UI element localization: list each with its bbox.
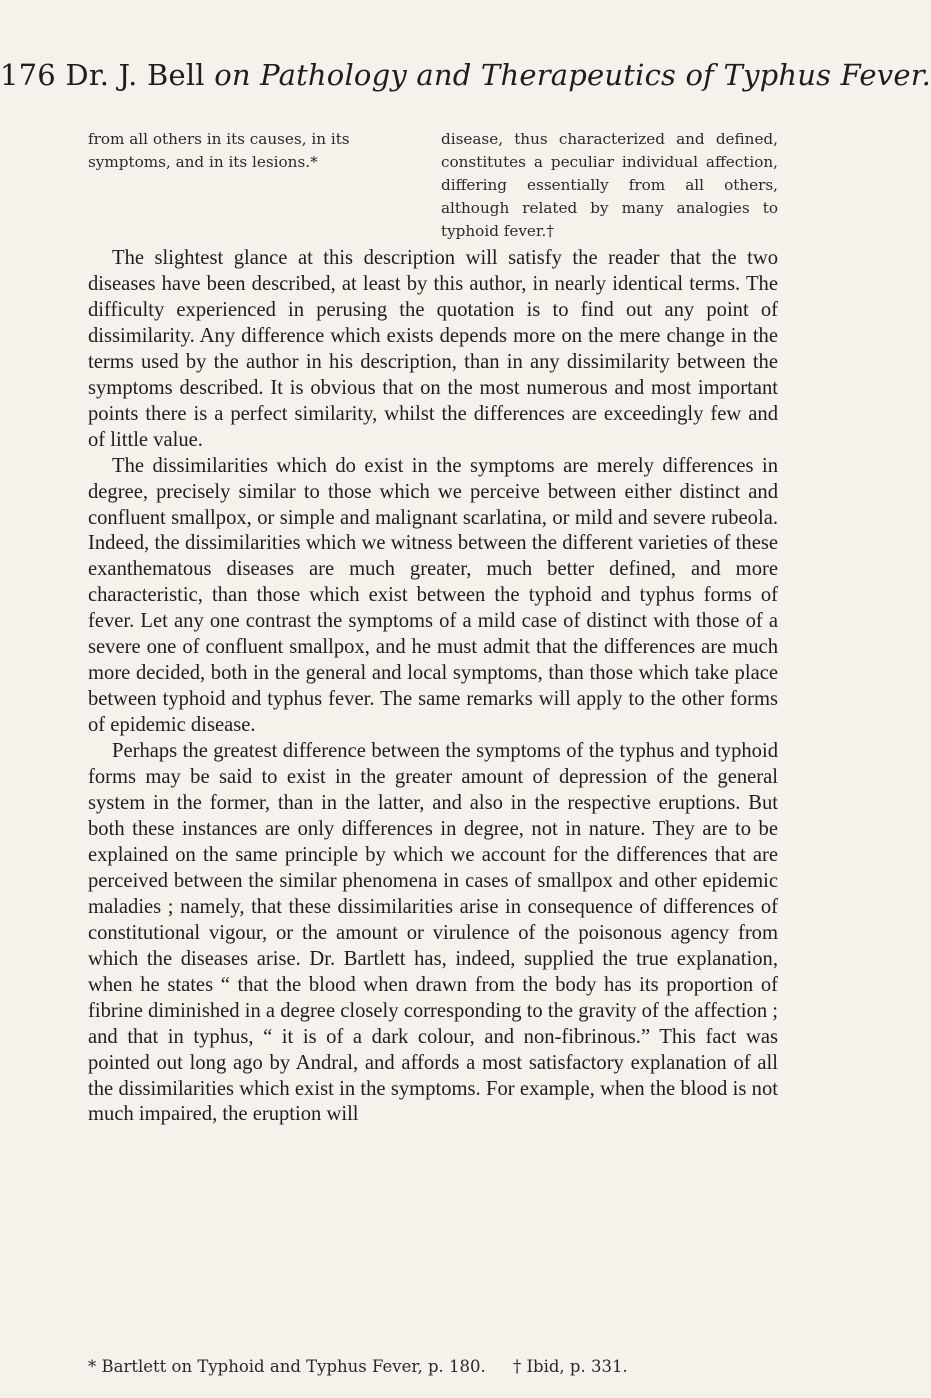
- footnote: * Bartlett on Typhoid and Typhus Fever, p. 180.: [88, 1357, 486, 1376]
- header-title: Pathology and Therapeutics of Typhus Fever.: [260, 58, 931, 92]
- quotation-right-column: disease, thus characterized and defined, constitutes a peculiar individual affection, differing essentially from all others, although related by many analogies to typhoid fever.†: [441, 130, 778, 240]
- header-connector: on: [214, 58, 251, 92]
- page-number: 176: [0, 58, 56, 92]
- quotation-left-column: from all others in its causes, in its symptoms, and in its lesions.*: [88, 130, 350, 171]
- footnotes: [88, 1357, 788, 1376]
- header-author: Dr. J. Bell: [65, 58, 205, 92]
- paragraph: Perhaps the greatest difference between the symptoms of the typhus and typhoid forms may be said to exist in the greater amount of depression of the general system in the former, than in the latter, and also in the respective eruptions. But both these instances are only differences in degree, not in nature. They are to be explained on the same principle by which we account for the differences that are perceived between the similar phenomena in cases of smallpox and other epidemic maladies ; namely, that these dissimilarities arise in consequence of differences of constitutional vigour, or the amount or virulence of the poisonous agency from which the diseases arise. Dr. Bartlett has, indeed, supplied the true explanation, when he states “ that the blood when drawn from the body has its proportion of fibrine diminished in a degree closely corresponding to the gravity of the affection ; and that in typhus, “ it is of a dark colour, and non-fibrinous.” This fact was pointed out long ago by Andral, and affords a most satisfactory explanation of all the dissimilarities which exist in the symptoms. For example, when the blood is not much impaired, the eruption will: [88, 740, 778, 1126]
- body-text: [88, 246, 778, 1128]
- footnote: † Ibid, p. 331.: [513, 1357, 628, 1376]
- paragraph: The dissimilarities which do exist in the symptoms are merely differences in degree, precisely similar to those which we perceive between either distinct and confluent smallpox, or simple and malignant scarlatina, or mild and severe rubeola. Indeed, the dissimilarities which we witness between the different varieties of these exanthematous diseases are much greater, much better defined, and more characteristic, than those which exist between the typhoid and typhus forms of fever. Let any one contrast the symptoms of a mild case of distinct with those of a severe one of confluent smallpox, and he must admit that the differences are much more decided, both in the general and local symptoms, than those which take place between typhoid and typhus fever. The same remarks will apply to the other forms of epidemic disease.: [88, 454, 778, 737]
- running-header: [0, 58, 931, 92]
- paragraph: The slightest glance at this description will satisfy the reader that the two diseases have been described, at least by this author, in nearly identical terms. The difficulty experienced in perusing the quotation is to find out any point of dissimilarity. Any difference which exists depends more on the mere change in the terms used by the author in his description, than in any dissimilarity between the symptoms described. It is obvious that on the most numerous and most important points there is a perfect similarity, whilst the differences are exceedingly few and of little value.: [88, 247, 778, 451]
